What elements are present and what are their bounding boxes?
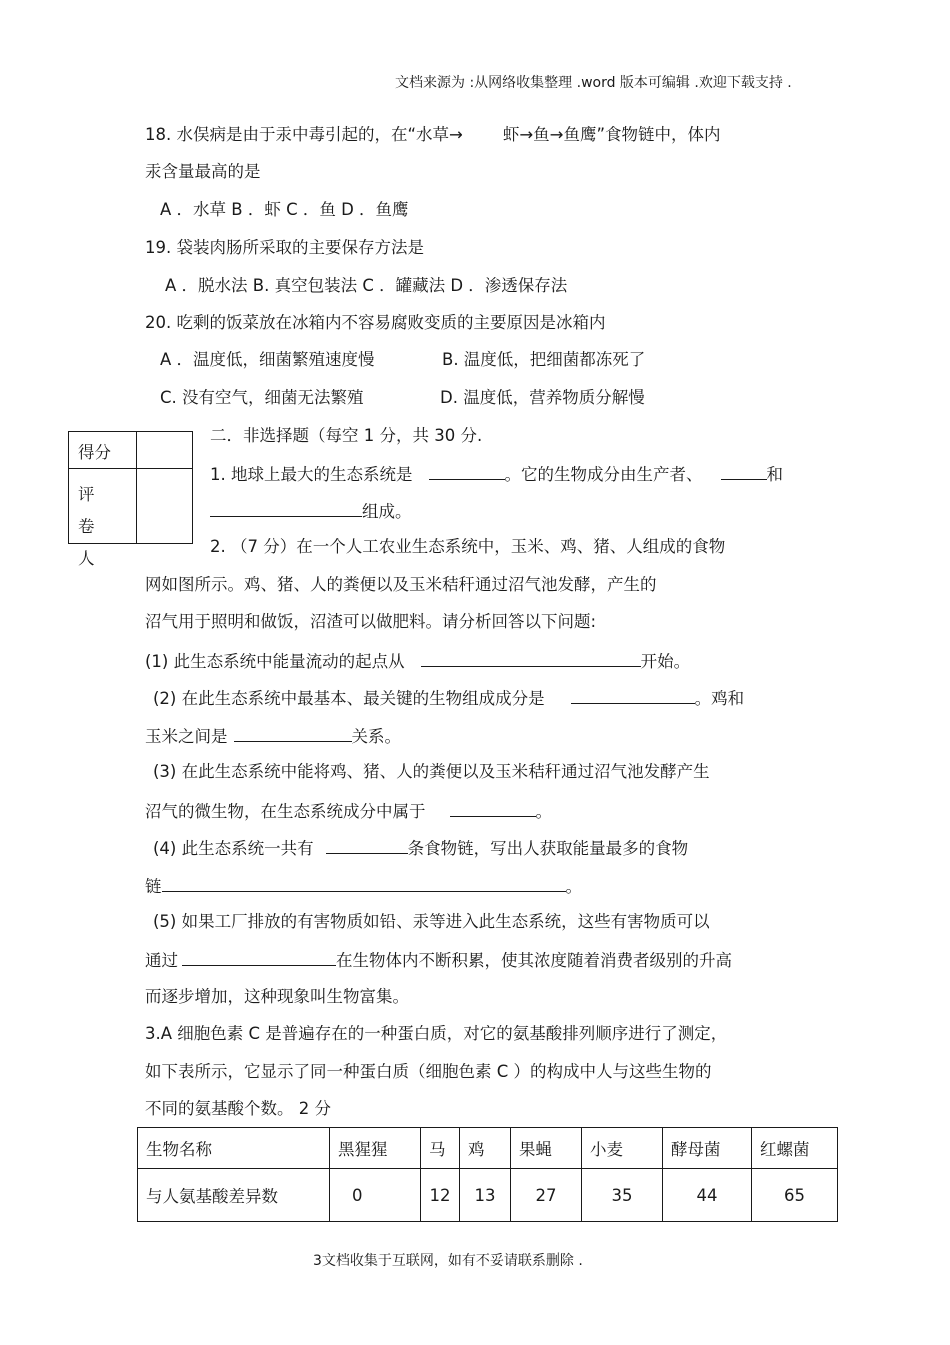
q2-part4-text-b: 条食物链，写出人获取能量最多的食物 xyxy=(407,839,689,858)
q1-blank-2[interactable] xyxy=(721,462,767,480)
q2-part4-line2 xyxy=(145,874,582,898)
q20-option-b: B. 温度低，把细菌都冻死了 xyxy=(442,350,646,369)
q2-intro-line2: 网如图所示。鸡、猪、人的粪便以及玉米秸秆通过沼气池发酵，产生的 xyxy=(145,575,657,594)
table-organism: 果蝇 xyxy=(511,1128,582,1169)
q2-part2-blank-2[interactable] xyxy=(234,724,352,742)
q2-part5-line2 xyxy=(145,948,732,972)
q2-part4-end: 。 xyxy=(565,877,582,896)
q2-intro-line3: 沼气用于照明和做饭，沼渣可以做肥料。请分析回答以下问题: xyxy=(145,612,597,631)
q18-line2: 汞含量最高的是 xyxy=(145,162,261,181)
q2-part2-end: 。鸡和 xyxy=(694,689,745,708)
q2-part4-text: (4) 此生态系统一共有 xyxy=(153,839,314,858)
q2-part3-blank[interactable] xyxy=(450,799,536,817)
table-value: 44 xyxy=(663,1169,752,1222)
q1-line2 xyxy=(210,499,412,523)
q2-part5-text-c: 在生物体内不断积累，使其浓度随着消费者级别的升高 xyxy=(336,951,732,970)
page-header: 文档来源为 :从网络收集整理 .word 版本可编辑 .欢迎下载支持 . xyxy=(395,75,792,91)
q2-part1-text: (1) 此生态系统中能量流动的起点从 xyxy=(145,652,405,671)
q18-line1-a: 18. 水俣病是由于汞中毒引起的，在“水草→ xyxy=(145,125,463,144)
score-label: 得分 xyxy=(78,443,111,462)
table-data-row xyxy=(138,1169,838,1222)
q2-part4-text-c: 链 xyxy=(145,877,162,896)
section2-title: 二．非选择题（每空 1 分，共 30 分. xyxy=(210,426,483,445)
table-value: 27 xyxy=(511,1169,582,1222)
table-organism: 小麦 xyxy=(582,1128,663,1169)
q2-part1 xyxy=(145,649,690,673)
q18-line1 xyxy=(145,124,721,146)
q2-part1-blank[interactable] xyxy=(421,649,641,667)
amino-acid-table xyxy=(137,1127,838,1222)
q1-text-a: 1. 地球上最大的生态系统是 xyxy=(210,465,413,484)
table-header-label: 生物名称 xyxy=(138,1128,330,1169)
table-organism: 红螺菌 xyxy=(752,1128,838,1169)
q19-stem: 19. 袋装肉肠所采取的主要保存方法是 xyxy=(145,238,424,257)
table-value: 0 xyxy=(330,1169,421,1222)
table-row-label: 与人氨基酸差异数 xyxy=(138,1169,330,1222)
table-organism: 黑猩猩 xyxy=(330,1128,421,1169)
q2-part2-line1 xyxy=(153,686,744,710)
q2-part5-line3: 而逐步增加，这种现象叫生物富集。 xyxy=(145,987,409,1006)
q20-option-c: C. 没有空气，细菌无法繁殖 xyxy=(160,388,364,407)
q20-option-a: A ．温度低，细菌繁殖速度慢 xyxy=(160,350,375,369)
q19-options: A ．脱水法 B. 真空包装法 C ．罐藏法 D ．渗透保存法 xyxy=(165,276,568,295)
q2-part1-end: 开始。 xyxy=(640,652,691,671)
score-box xyxy=(68,431,193,568)
q2-intro-line1: 2. （7 分）在一个人工农业生态系统中，玉米、鸡、猪、人组成的食物 xyxy=(210,537,726,556)
q3-line1: 3.A 细胞色素 C 是普遍存在的一种蛋白质，对它的氨基酸排列顺序进行了测定， xyxy=(145,1024,728,1043)
q2-part5-blank[interactable] xyxy=(182,948,336,966)
q3-line2: 如下表所示，它显示了同一种蛋白质（细胞色素 C ）的构成中人与这些生物的 xyxy=(145,1062,712,1081)
q2-part2-line2 xyxy=(145,724,401,748)
q2-part5-line1: (5) 如果工厂排放的有害物质如铅、汞等进入此生态系统，这些有害物质可以 xyxy=(153,912,710,931)
grader-label: 评卷人 xyxy=(78,485,107,568)
q20-option-d: D. 温度低，营养物质分解慢 xyxy=(440,388,645,407)
table-organism: 酵母菌 xyxy=(663,1128,752,1169)
q1-text-b: 。它的生物成分由生产者、 xyxy=(504,465,703,484)
q2-part3-text: 沼气的微生物，在生态系统成分中属于 xyxy=(145,802,426,821)
table-organism: 马 xyxy=(421,1128,460,1169)
q2-part2-text: (2) 在此生态系统中最基本、最关键的生物组成成分是 xyxy=(153,689,545,708)
q2-part2-text-c: 玉米之间是 xyxy=(145,727,228,746)
q2-part2-text-d: 关系。 xyxy=(351,727,401,746)
q2-part2-blank-1[interactable] xyxy=(571,686,695,704)
table-header-row xyxy=(138,1128,838,1169)
q2-part4-line1 xyxy=(153,836,688,860)
q18-line1-b: 虾→鱼→鱼鹰”食物链中，体内 xyxy=(502,125,721,144)
table-value: 13 xyxy=(460,1169,511,1222)
q1-text-d: 组成。 xyxy=(362,502,412,521)
q20-stem: 20. 吃剩的饭菜放在冰箱内不容易腐败变质的主要原因是冰箱内 xyxy=(145,313,606,332)
table-value: 65 xyxy=(752,1169,838,1222)
q2-part3-end: 。 xyxy=(535,802,552,821)
q2-part3-line1: (3) 在此生态系统中能将鸡、猪、人的粪便以及玉米秸秆通过沼气池发酵产生 xyxy=(153,762,710,781)
score-column-divider xyxy=(136,432,137,543)
page-footer: 3文档收集于互联网，如有不妥请联系删除 . xyxy=(313,1253,583,1269)
q3-line3: 不同的氨基酸个数。 2 分 xyxy=(145,1099,331,1118)
table-value: 12 xyxy=(421,1169,460,1222)
q1-blank-3[interactable] xyxy=(210,499,362,517)
q1-text-c: 和 xyxy=(766,465,783,484)
table-organism: 鸡 xyxy=(460,1128,511,1169)
q2-part5-text: 通过 xyxy=(145,951,178,970)
q2-part4-blank-2[interactable] xyxy=(162,874,566,892)
q18-options: A ．水草 B ．虾 C ．鱼 D ．鱼鹰 xyxy=(160,200,409,219)
table-value: 35 xyxy=(582,1169,663,1222)
q1-blank-1[interactable] xyxy=(429,462,505,480)
q2-part3-line2 xyxy=(145,799,552,823)
q2-part4-blank-1[interactable] xyxy=(326,836,408,854)
q1-line1 xyxy=(210,462,783,486)
